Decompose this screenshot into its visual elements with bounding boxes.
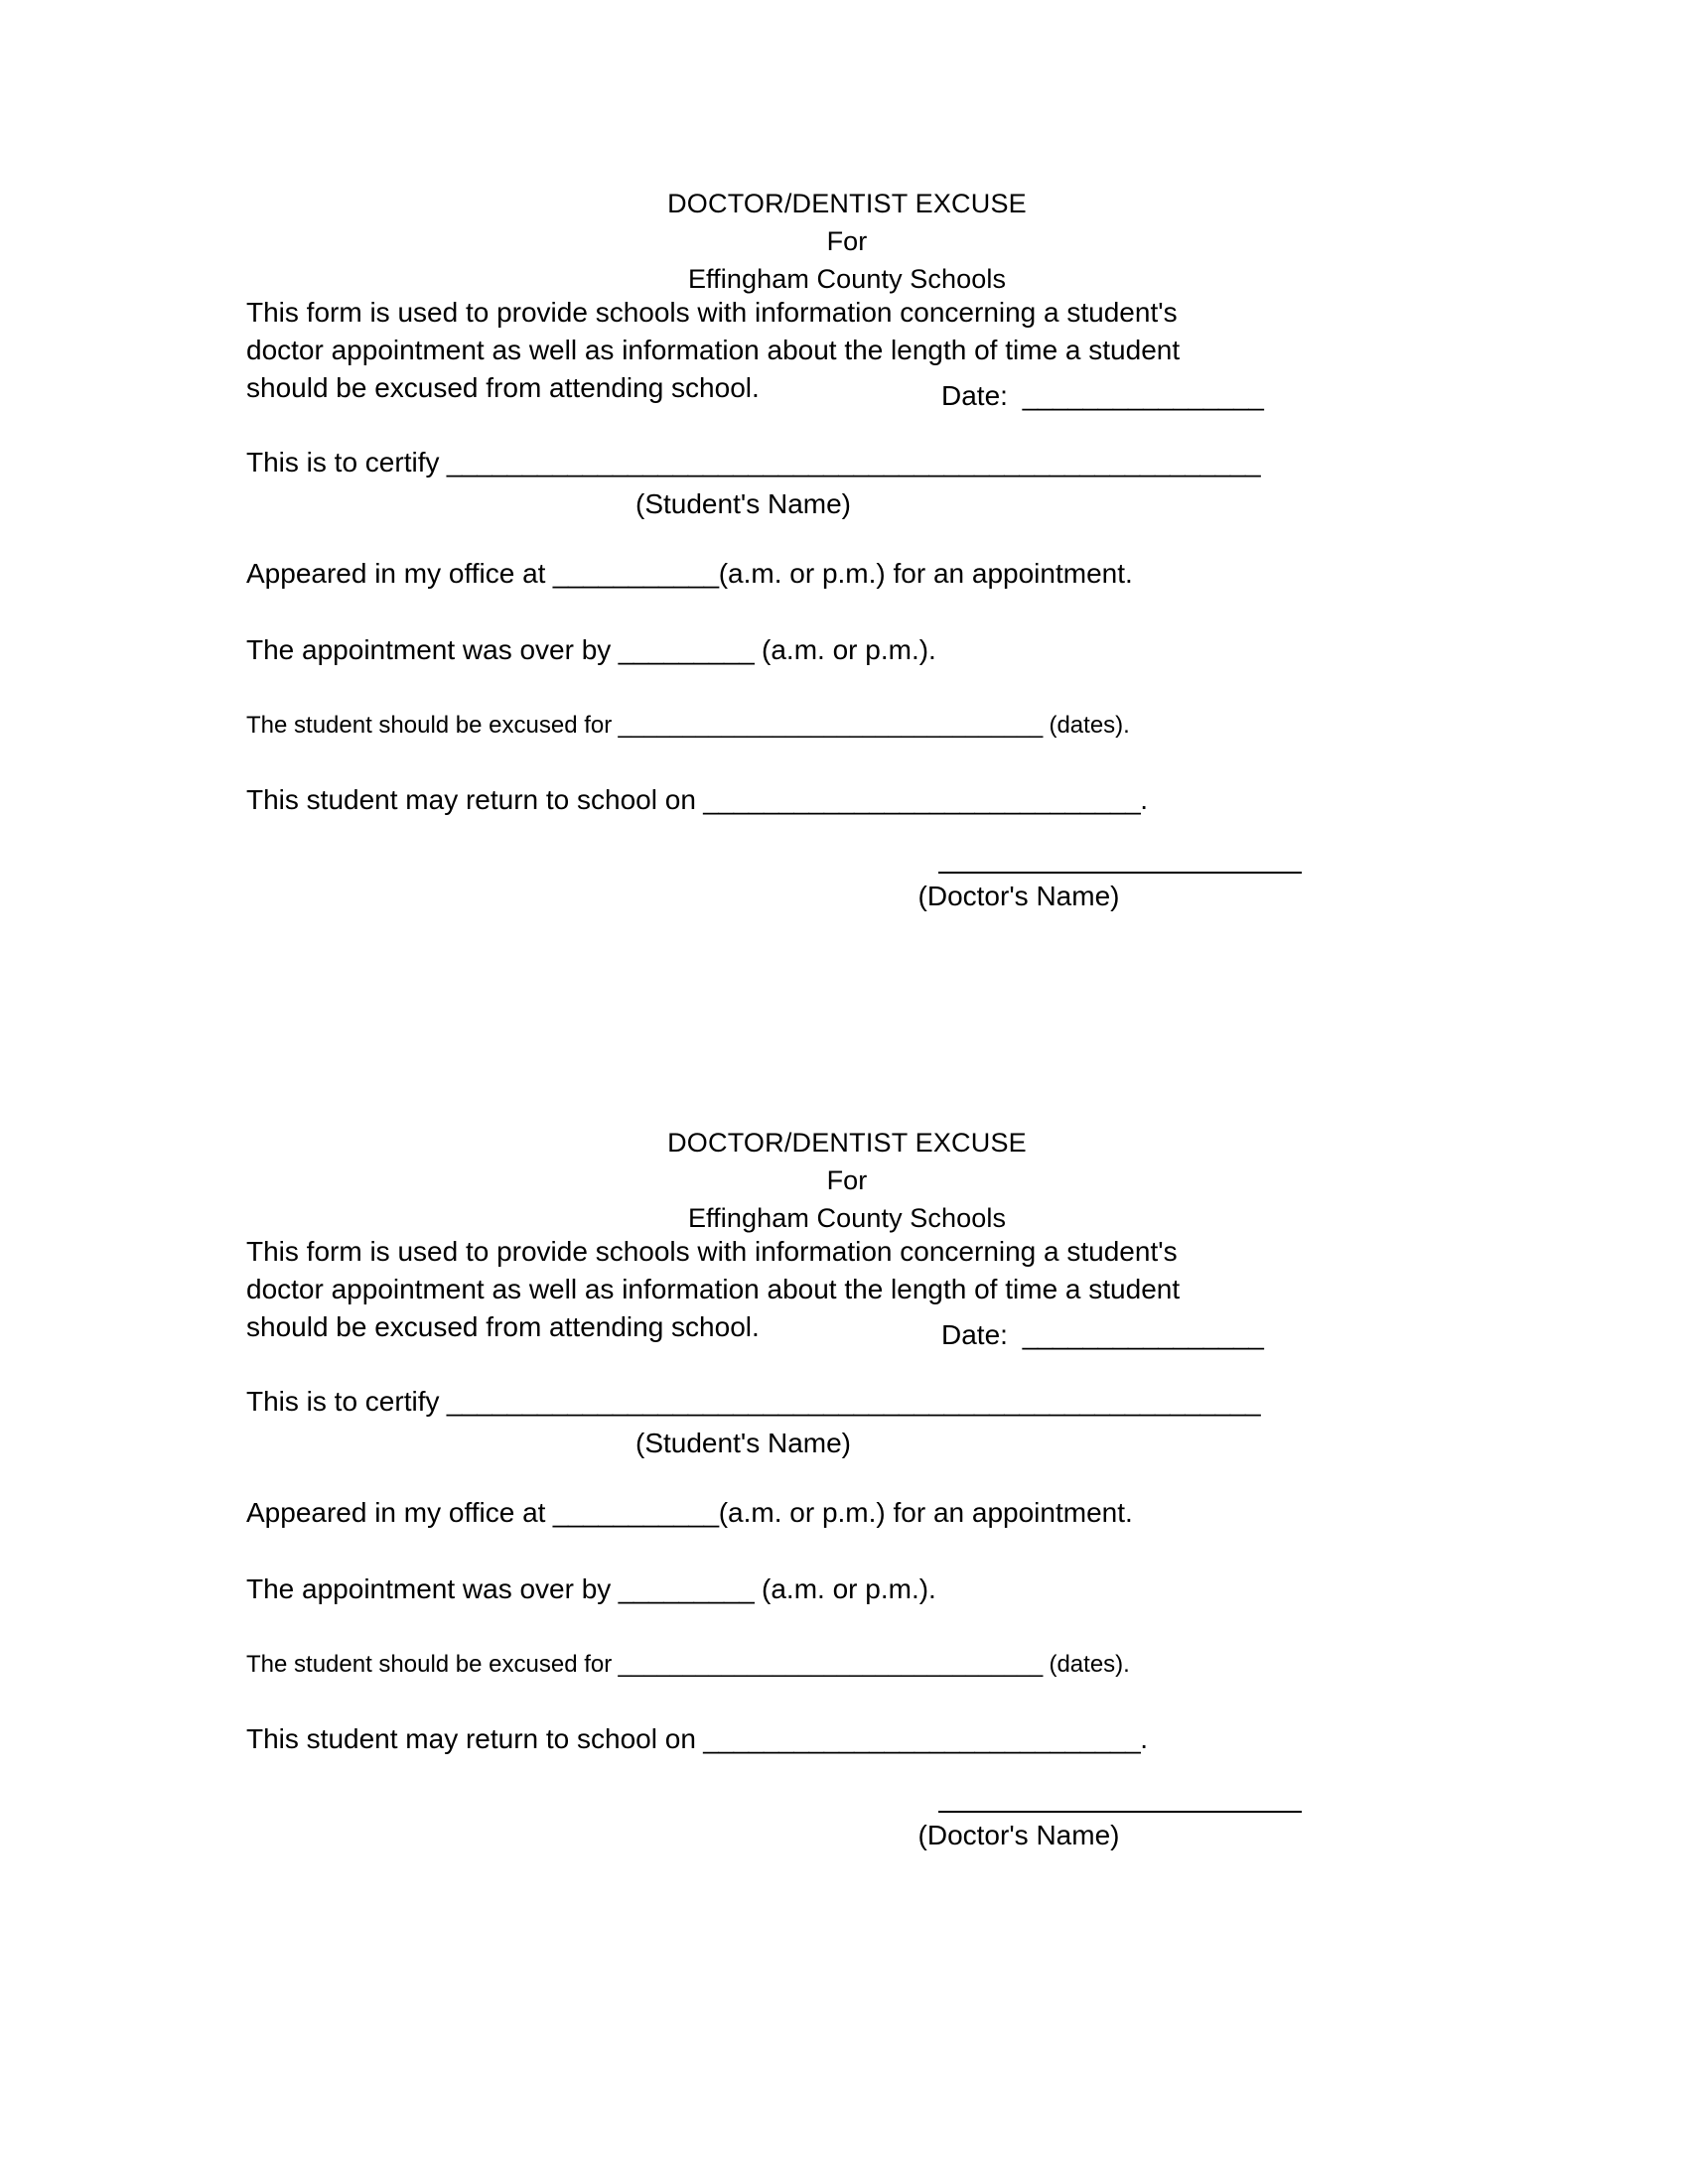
intro-line-3: should be excused from attending school. <box>246 372 760 403</box>
form-title: DOCTOR/DENTIST EXCUSE <box>667 1128 1027 1158</box>
appointment-over-time-blank[interactable]: _________ <box>611 1573 755 1604</box>
certify-field <box>246 446 1260 479</box>
return-date-blank[interactable]: _____________________________ <box>695 784 1141 815</box>
excused-dates-label: The student should be excused for <box>246 712 613 739</box>
excused-dates-blank[interactable]: _________________________________ <box>612 712 1043 739</box>
date-field <box>941 379 1263 413</box>
appeared-suffix: (a.m. or p.m.) for an appointment. <box>718 1497 1133 1528</box>
excuse-form-copy-1 <box>0 185 1688 911</box>
appeared-field <box>246 557 1133 591</box>
date-blank[interactable]: ________________ <box>1007 1319 1264 1350</box>
appeared-label: Appeared in my office at <box>246 1497 546 1528</box>
excused-dates-blank[interactable]: _________________________________ <box>612 1651 1043 1678</box>
appeared-time-blank[interactable]: ___________ <box>545 1497 719 1528</box>
date-field <box>941 1318 1263 1352</box>
return-date-field <box>246 1722 1148 1756</box>
student-name-blank[interactable]: ______________________________________________________ <box>439 447 1261 478</box>
appeared-label: Appeared in my office at <box>246 558 546 589</box>
appeared-time-blank[interactable]: ___________ <box>545 558 719 589</box>
student-name-caption: (Student's Name) <box>635 1428 851 1458</box>
return-date-blank[interactable]: _____________________________ <box>695 1723 1141 1754</box>
appointment-over-suffix: (a.m. or p.m.). <box>754 634 936 665</box>
doctor-signature-rule[interactable] <box>938 1811 1302 1813</box>
excused-dates-suffix: (dates). <box>1042 712 1130 739</box>
intro-line-1: This form is used to provide schools with information concerning a student's <box>246 297 1178 328</box>
date-label: Date: <box>941 1319 1008 1350</box>
form-heading-for: For <box>826 1165 868 1195</box>
appointment-over-field <box>246 633 936 667</box>
return-date-suffix: . <box>1140 784 1149 815</box>
form-heading-organization: Effingham County Schools <box>687 264 1007 294</box>
intro-line-1: This form is used to provide schools with information concerning a student's <box>246 1236 1178 1267</box>
certify-field <box>246 1385 1260 1419</box>
student-name-blank[interactable]: ______________________________________________________ <box>439 1386 1261 1417</box>
form-heading-organization: Effingham County Schools <box>687 1203 1007 1233</box>
student-name-caption: (Student's Name) <box>635 488 851 519</box>
form-title: DOCTOR/DENTIST EXCUSE <box>667 189 1027 218</box>
excused-dates-label: The student should be excused for <box>246 1651 613 1678</box>
appointment-over-label: The appointment was over by <box>246 1573 612 1604</box>
return-date-label: This student may return to school on <box>246 1723 696 1754</box>
excuse-form-copy-2 <box>0 1124 1688 1850</box>
doctor-signature-rule[interactable] <box>938 872 1302 874</box>
form-heading-for: For <box>826 226 868 256</box>
appointment-over-field <box>246 1572 936 1606</box>
return-date-label: This student may return to school on <box>246 784 696 815</box>
excused-dates-field <box>246 711 1130 741</box>
certify-label: This is to certify <box>246 447 440 478</box>
form-heading <box>0 1124 1688 1237</box>
form-heading <box>0 185 1688 298</box>
date-blank[interactable]: ________________ <box>1007 380 1264 411</box>
excused-dates-field <box>246 1650 1130 1680</box>
doctor-name-caption: (Doctor's Name) <box>917 881 1120 911</box>
excused-dates-suffix: (dates). <box>1042 1651 1130 1678</box>
intro-line-2: doctor appointment as well as information about the length of time a student <box>246 335 1181 365</box>
certify-label: This is to certify <box>246 1386 440 1417</box>
return-date-suffix: . <box>1140 1723 1149 1754</box>
date-label: Date: <box>941 380 1008 411</box>
intro-line-2: doctor appointment as well as information about the length of time a student <box>246 1274 1181 1304</box>
appointment-over-suffix: (a.m. or p.m.). <box>754 1573 936 1604</box>
appeared-suffix: (a.m. or p.m.) for an appointment. <box>718 558 1133 589</box>
appeared-field <box>246 1496 1133 1530</box>
appointment-over-time-blank[interactable]: _________ <box>611 634 755 665</box>
return-date-field <box>246 783 1148 817</box>
appointment-over-label: The appointment was over by <box>246 634 612 665</box>
doctor-name-caption: (Doctor's Name) <box>917 1820 1120 1850</box>
intro-line-3: should be excused from attending school. <box>246 1311 760 1342</box>
